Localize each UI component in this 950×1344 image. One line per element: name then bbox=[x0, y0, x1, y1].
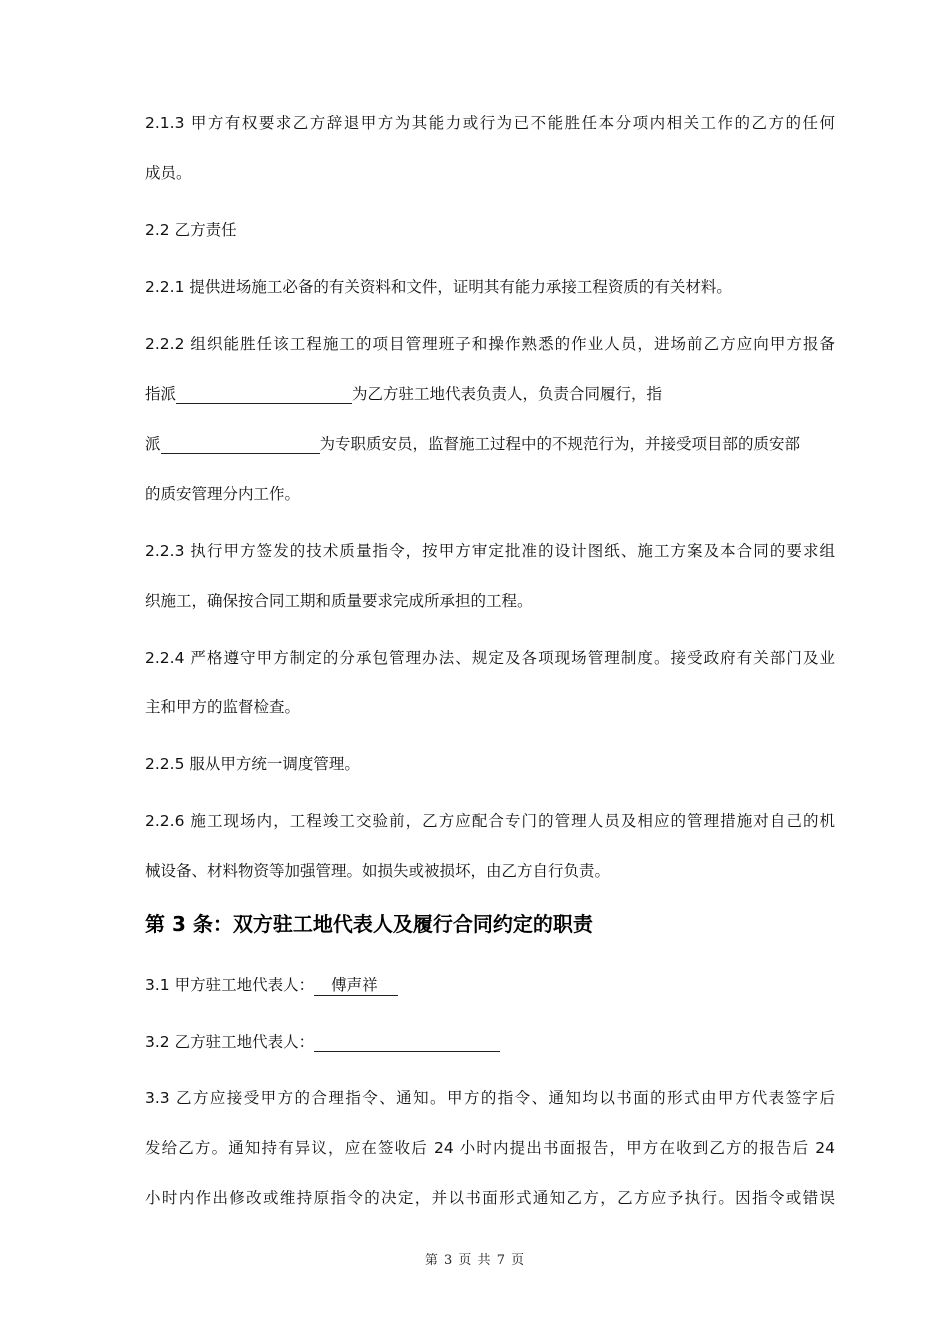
paragraph-2-1-3-line1: 2.1.3 甲方有权要求乙方辞退甲方为其能力或行为已不能胜任本分项内相关工作的乙方的任何 bbox=[145, 114, 835, 132]
paragraph-2-2-5: 2.2.5 服从甲方统一调度管理。 bbox=[145, 755, 360, 773]
paragraph-2-2-2-line2 bbox=[145, 384, 835, 404]
text-pai: 派 bbox=[145, 435, 161, 453]
article-3-heading: 第 3 条：双方驻工地代表人及履行合同约定的职责 bbox=[145, 912, 593, 936]
paragraph-2-2-4-line2: 主和甲方的监督检查。 bbox=[145, 698, 301, 716]
paragraph-3-2 bbox=[145, 1032, 835, 1052]
label-party-b-representative: 3.2 乙方驻工地代表人： bbox=[145, 1033, 315, 1051]
paragraph-2-2-6-line1: 2.2.6 施工现场内，工程竣工交验前，乙方应配合专门的管理人员及相应的管理措施对自己的机 bbox=[145, 812, 835, 830]
page-number-footer: 第 3 页 共 7 页 bbox=[424, 1253, 526, 1268]
paragraph-3-3-line2: 发给乙方。通知持有异议，应在签收后 24 小时内提出书面报告，甲方在收到乙方的报告后 24 bbox=[145, 1139, 835, 1157]
paragraph-3-3-line1: 3.3 乙方应接受甲方的合理指令、通知。甲方的指令、通知均以书面的形式由甲方代表签字后 bbox=[145, 1089, 835, 1107]
paragraph-2-2-1: 2.2.1 提供进场施工必备的有关资料和文件，证明其有能力承接工程资质的有关材料。 bbox=[145, 278, 732, 296]
section-2-2-title: 2.2 乙方责任 bbox=[145, 221, 237, 239]
text-representative-role: 为乙方驻工地代表负责人，负责合同履行，指 bbox=[352, 385, 663, 403]
paragraph-2-2-2-line1: 2.2.2 组织能胜任该工程施工的项目管理班子和操作熟悉的作业人员，进场前乙方应向甲方报备 bbox=[145, 335, 835, 353]
paragraph-2-2-3-line2: 织施工，确保按合同工期和质量要求完成所承担的工程。 bbox=[145, 592, 533, 610]
blank-representative-field bbox=[176, 385, 352, 404]
blank-safety-officer-field bbox=[161, 435, 320, 454]
label-party-a-representative: 3.1 甲方驻工地代表人： bbox=[145, 976, 315, 994]
text-zhipai: 指派 bbox=[145, 385, 177, 403]
paragraph-2-2-4-line1: 2.2.4 严格遵守甲方制定的分承包管理办法、规定及各项现场管理制度。接受政府有关部门及业 bbox=[145, 649, 835, 667]
value-party-a-representative: 傅声祥 bbox=[314, 975, 398, 996]
paragraph-2-2-3-line1: 2.2.3 执行甲方签发的技术质量指令，按甲方审定批准的设计图纸、施工方案及本合同的要求组 bbox=[145, 542, 835, 560]
paragraph-3-1 bbox=[145, 975, 835, 996]
paragraph-2-2-2-line4: 的质安管理分内工作。 bbox=[145, 485, 301, 503]
paragraph-2-2-6-line2: 械设备、材料物资等加强管理。如损失或被损坏，由乙方自行负责。 bbox=[145, 862, 611, 880]
text-safety-officer-role: 为专职质安员，监督施工过程中的不规范行为，并接受项目部的质安部 bbox=[319, 435, 801, 453]
paragraph-3-3-line3: 小时内作出修改或维持原指令的决定，并以书面形式通知乙方，乙方应予执行。因指令或错误 bbox=[145, 1189, 835, 1207]
blank-party-b-representative bbox=[314, 1033, 500, 1052]
paragraph-2-1-3-line2: 成员。 bbox=[145, 164, 192, 182]
paragraph-2-2-2-line3 bbox=[145, 434, 835, 454]
